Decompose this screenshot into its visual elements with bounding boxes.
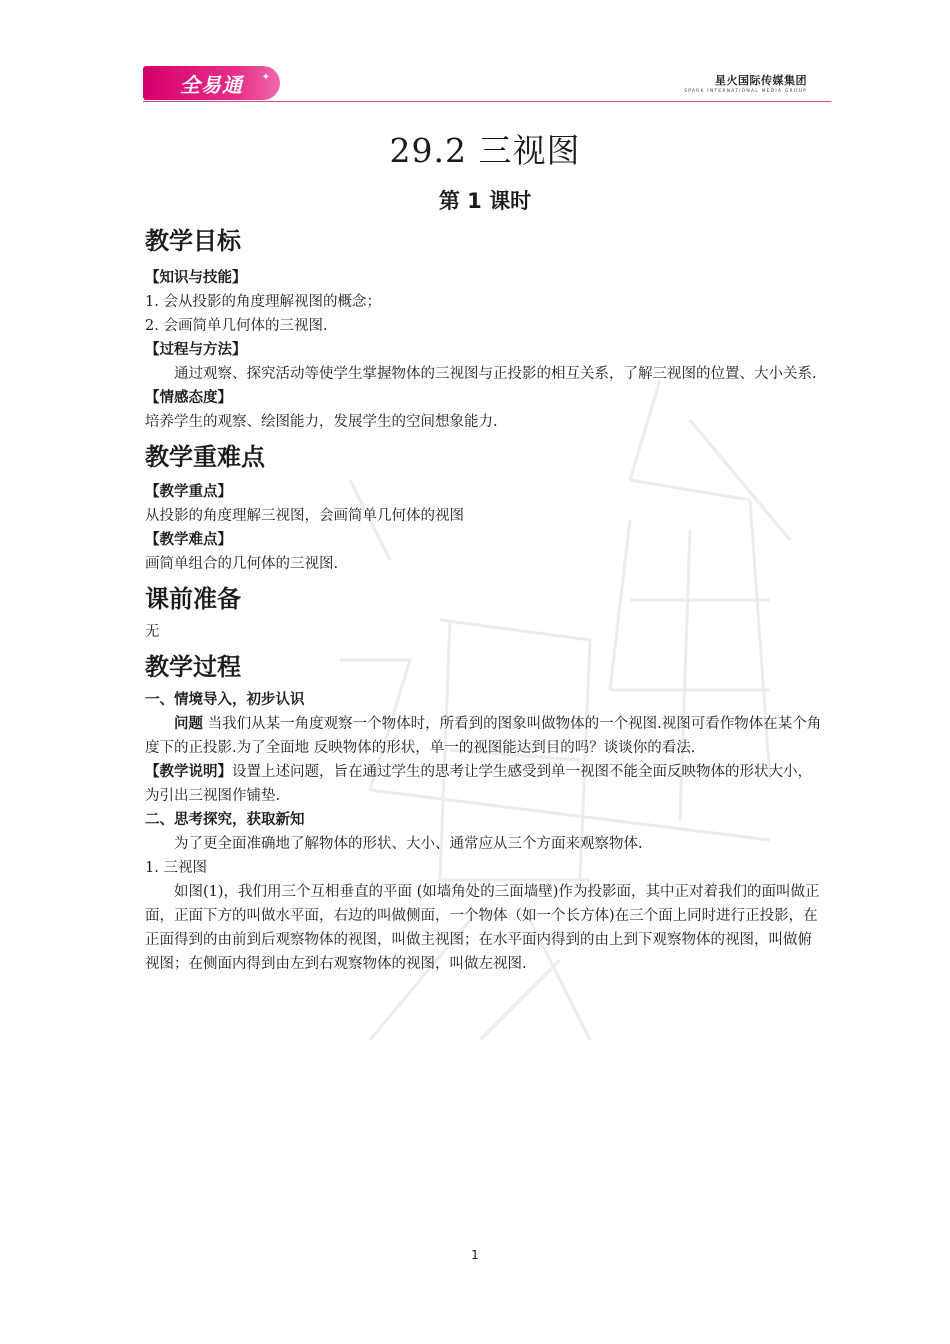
subsection-explore: 二、思考探究，获取新知 [145, 812, 305, 828]
header-rule [143, 101, 831, 102]
section-heading-key-points: 教学重难点 [145, 443, 265, 471]
question-paragraph [145, 712, 825, 760]
document-body [145, 128, 825, 976]
goal-line-2: 2. 会画简单几何体的三视图. [145, 318, 328, 334]
section-heading-preparation: 课前准备 [145, 585, 241, 613]
teaching-note-text: 设置上述问题，旨在通过学生的思考让学生感受到单一视图不能全面反映物体的形状大小，为引出三视图作铺垫. [145, 764, 812, 804]
key-point-paragraph: 从投影的角度理解三视图，会画简单几何体的视图 [145, 508, 464, 524]
tag-attitude: 【情感态度】 [145, 390, 232, 406]
goal-line-1: 1. 会从投影的角度理解视图的概念； [145, 294, 381, 310]
brand-logo [143, 66, 280, 100]
question-text: 当我们从某一角度观察一个物体时，所看到的图象叫做物体的一个视图.视图可看作物体在某个角度下的正投影.为了全面地 反映物体的形状，单一的视图能达到目的吗？谈谈你的看法. [145, 716, 822, 756]
page-title: 29.2 三视图 [389, 131, 581, 170]
page-number: 1 [471, 1248, 479, 1262]
item-three-views: 1. 三视图 [145, 860, 207, 876]
company-name: 星火国际传媒集团 [715, 74, 807, 87]
difficulty-paragraph: 画简单组合的几何体的三视图. [145, 556, 339, 572]
sparkle-icon: ✦ [261, 72, 270, 83]
company-subtitle: SPARK INTERNATIONAL MEDIA GROUP [684, 89, 807, 94]
page-header [143, 66, 831, 102]
subsection-intro: 一、情境导入，初步认识 [145, 692, 305, 708]
logo-text: 全易通 [180, 72, 243, 97]
question-label: 问题 [174, 716, 203, 732]
teaching-note-label: 【教学说明】 [145, 764, 232, 780]
three-views-paragraph: 如图(1)，我们用三个互相垂直的平面 (如墙角处的三面墙壁)作为投影面，其中正对着我们的面叫做正面，正面下方的叫做水平面，右边的叫做侧面，一个物体（如一个长方体)在三个面上同时进行正投影，在正面得到的由前到后观察物体的视图，叫做主视图；在水平面内得到的由上到下观察物体的视图，叫做俯视图；在侧面内得到由左到右观察物体的视图，叫做左视图. [145, 884, 820, 972]
tag-key-point: 【教学重点】 [145, 484, 232, 500]
tag-knowledge: 【知识与技能】 [145, 270, 247, 286]
tag-process: 【过程与方法】 [145, 342, 247, 358]
section-heading-goals: 教学目标 [145, 227, 241, 255]
preparation-paragraph: 无 [145, 624, 160, 640]
tag-difficulty: 【教学难点】 [145, 532, 232, 548]
process-paragraph: 通过观察、探究活动等使学生掌握物体的三视图与正投影的相互关系，了解三视图的位置、大小关系. [174, 366, 817, 382]
lesson-subtitle: 第 1 课时 [438, 189, 532, 213]
teaching-note-paragraph [145, 760, 825, 808]
attitude-paragraph: 培养学生的观察、绘图能力，发展学生的空间想象能力. [145, 414, 498, 430]
section-heading-process: 教学过程 [145, 653, 241, 681]
company-block [684, 72, 807, 94]
explore-paragraph: 为了更全面准确地了解物体的形状、大小、通常应从三个方面来观察物体. [174, 836, 643, 852]
